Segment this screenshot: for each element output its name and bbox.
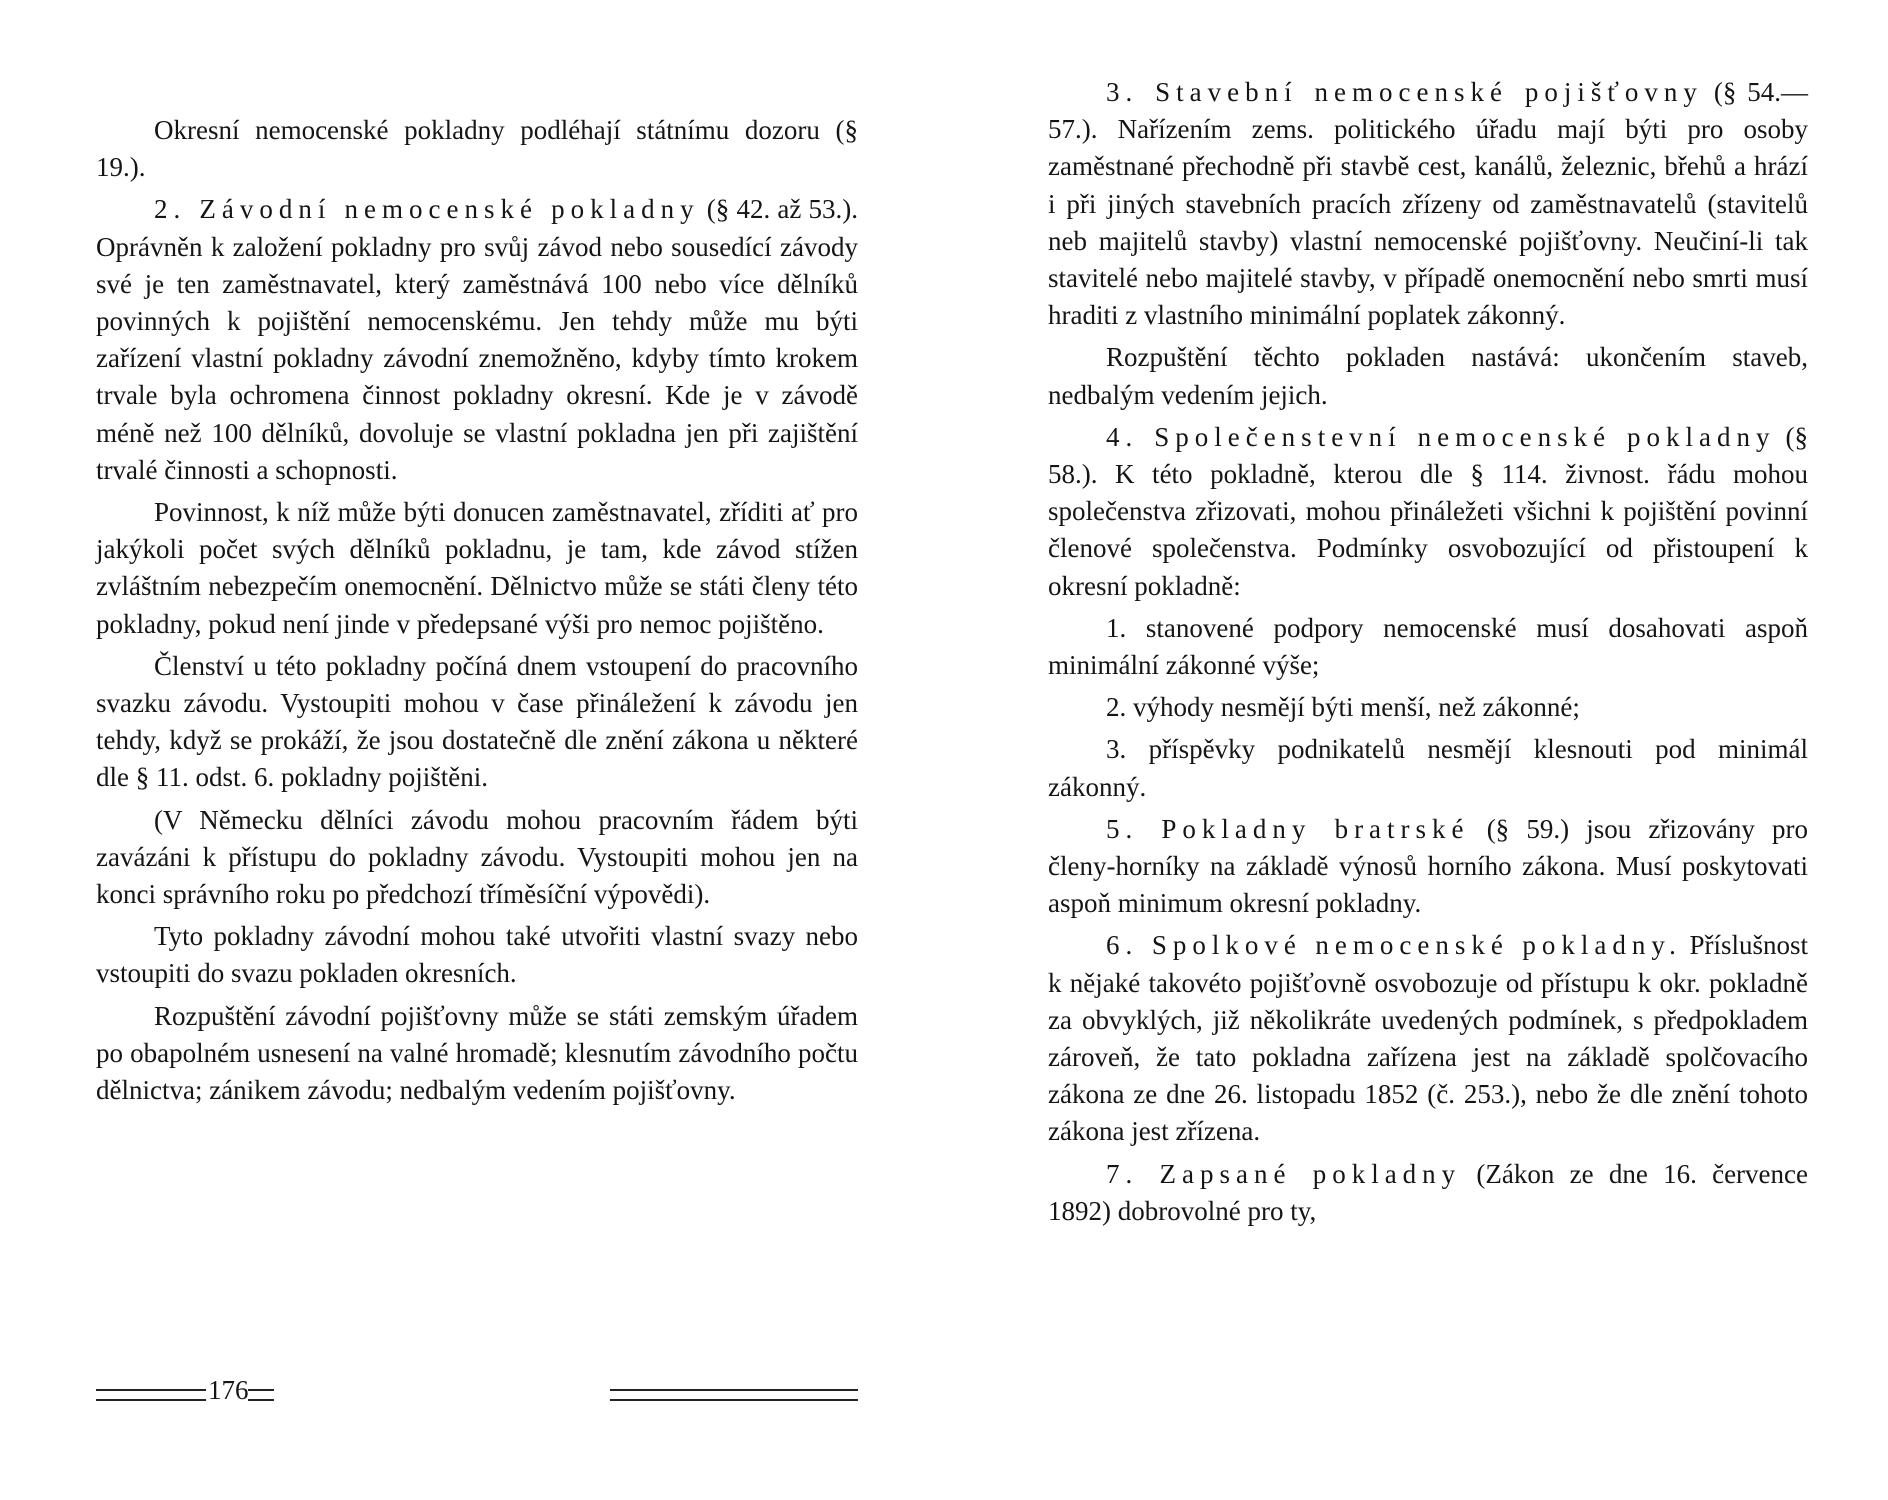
paragraph	[96, 112, 858, 186]
list-item	[1048, 689, 1808, 726]
paragraph	[96, 648, 858, 797]
section-heading: 6. Spolkové nemocenské pokladny.	[1106, 930, 1682, 961]
paragraph	[96, 802, 858, 914]
paragraph-text: Rozpuštění těchto pokladen nastává: ukončením staveb, nedbalým vedením jejich.	[1048, 342, 1808, 410]
section-heading: 2. Závodní nemocenské pokladny	[154, 194, 700, 225]
section-heading: 7. Zapsané pokladny	[1106, 1158, 1462, 1189]
section-paragraph	[1048, 419, 1808, 605]
section-paragraph	[1048, 811, 1808, 923]
section-heading: 5. Pokladny bratrské	[1106, 813, 1470, 844]
paragraph-text: Členství u této pokladny počíná dnem vstoupení do pracovního svazku závodu. Vystoupiti mohou v čase přináležení k závodu jen tehdy, když se prokáží, že jsou dostatečně dle znění zákona u některé dle § 11. odst. 6. pokladny pojištěni.	[96, 650, 858, 793]
right-page-text	[1048, 74, 1808, 1235]
paragraph	[1048, 339, 1808, 413]
list-item	[1048, 731, 1808, 805]
paragraph-text: Rozpuštění závodní pojišťovny může se státi zemským úřadem po obapolném usnesení na valné hromadě; klesnutím závodního počtu dělnictva; zánikem závodu; nedbalým vedením pojišťovny.	[96, 1000, 858, 1106]
paragraph-text: 2. výhody nesmějí býti menší, než zákonné;	[1106, 692, 1580, 723]
paragraph	[96, 998, 858, 1110]
section-heading: 4. Společenstevní nemocenské pokladny	[1106, 421, 1776, 452]
section-paragraph	[1048, 927, 1808, 1150]
right-page	[944, 0, 1888, 1500]
paragraph-text: Tyto pokladny závodní mohou také utvořiti vlastní svazy nebo vstoupiti do svazu pokladen okresních.	[96, 921, 858, 989]
paragraph-text: (§ 42. až 53.). Oprávněn k založení pokladny pro svůj závod nebo sousedící závody své je ten zaměstnavatel, který zaměstnává 100 nebo více dělníků povinných k pojištění nemocenskému. Jen tehdy může mu býti zařízení vlastní pokladny závodní znemožněno, kdyby tímto krokem trvale byla ochromena činnost pokladny okresní. Kde je v závodě méně než 100 dělníků, dovoluje se vlastní pokladna jen při zajištění trvalé činnosti a schopnosti.	[96, 194, 858, 485]
footer-rule	[610, 1389, 858, 1401]
paragraph-text: (§ 58.). K této pokladně, kterou dle § 114. živnost. řádu mohou společenstva zřizovati, mohou přináležeti všichni k pojištění povinní členové společenstva. Podmínky osvobozující od přistoupení k okresní pokladně:	[1048, 421, 1808, 601]
paragraph-text: (Zákon ze dne 16. července 1892) dobrovolné pro ty,	[1048, 1158, 1808, 1226]
paragraph	[96, 918, 858, 992]
paragraph-text: (§ 54.—57.). Nařízením zems. politického úřadu mají býti pro osoby zaměstnané přechodně při stavbě cest, kanálů, železnic, břehů a hrází i při jiných stavebních pracích zřízeny od zaměstnavatelů (stavitelů neb majitelů stavby) vlastní nemocenské pojišťovny. Neučiní-li tak stavitelé nebo majitelé stavby, v případě onemocnění nebo smrti musí hraditi z vlastního minimální poplatek zákonný.	[1048, 77, 1808, 331]
paragraph-text: Povinnost, k níž může býti donucen zaměstnavatel, zříditi ať pro jakýkoli počet svých dělníků pokladnu, je tam, kde závod stížen zvláštním nebezpečím onemocnění. Dělnictvo může se státi členy této pokladny, pokud není jinde v předepsané výši pro nemoc pojištěno.	[96, 497, 858, 639]
left-page-text	[96, 112, 858, 1114]
paragraph-text: 3. příspěvky podnikatelů nesmějí klesnouti pod minimál zákonný.	[1048, 734, 1808, 802]
paragraph-text: (V Německu dělníci závodu mohou pracovním řádem býti zavázáni k přístupu do pokladny závodu. Vystoupiti mohou jen na konci správního roku po předchozí tříměsíční výpovědi).	[96, 804, 858, 910]
paragraph-text: 1. stanovené podpory nemocenské musí dosahovati aspoň minimální zákonné výše;	[1048, 612, 1808, 681]
section-heading: 3. Stavební nemocenské pojišťovny	[1106, 77, 1703, 107]
paragraph	[96, 494, 858, 643]
section-paragraph	[1048, 74, 1808, 334]
paragraph-text: (§ 59.) jsou zřizovány pro členy-horníky na základě výnosů horního zákona. Musí poskytovati aspoň minimum okresní pokladny.	[1048, 813, 1808, 919]
section-paragraph	[1048, 1156, 1808, 1230]
paragraph-text: Okresní nemocenské pokladny podléhají státnímu dozoru (§ 19.).	[96, 115, 858, 183]
paragraph-text: Příslušnost k nějaké takovéto pojišťovně osvobozuje od přístupu k okr. pokladně za obvyklých, již několikráte uvedených podmínek, s předpokladem zároveň, že tato pokladna zařízena jest na základě spolčovacího zákona ze dne 26. listopadu 1852 (č. 253.), nebo že dle znění tohoto zákona jest zřízena.	[1048, 930, 1808, 1147]
footer-rule	[248, 1389, 274, 1401]
page-number: 176	[208, 1375, 249, 1405]
list-item	[1048, 610, 1808, 684]
section-paragraph	[96, 191, 858, 489]
footer-rule	[96, 1389, 206, 1401]
page-footer	[96, 1375, 858, 1407]
